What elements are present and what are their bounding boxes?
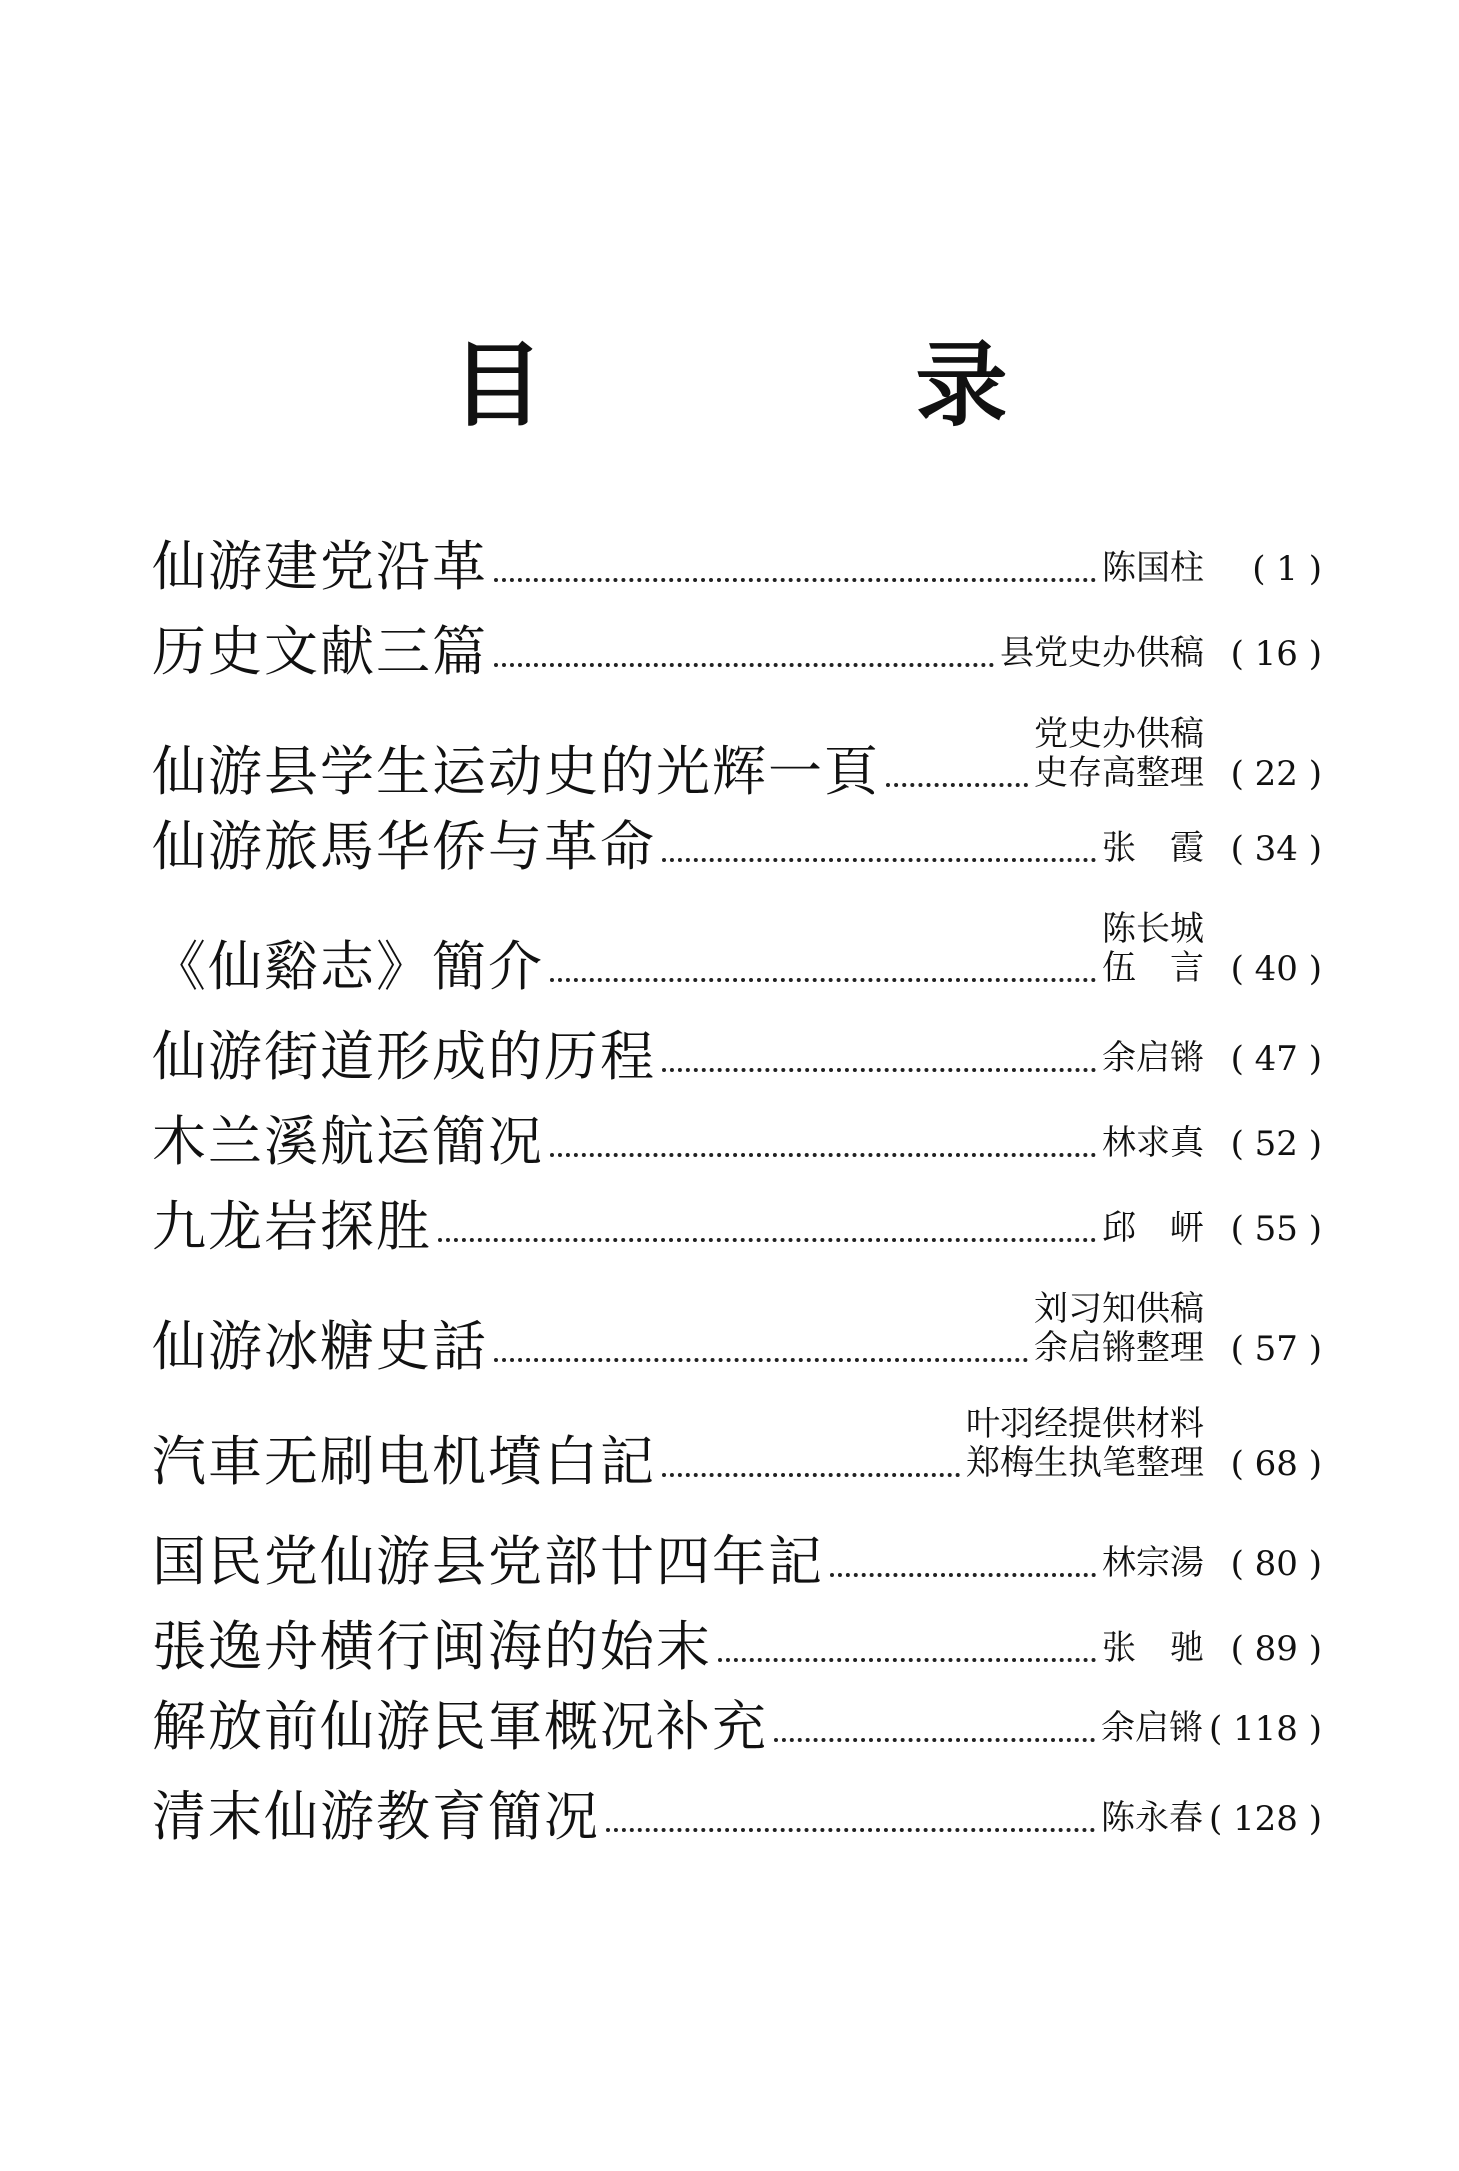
toc-entry-authors xyxy=(1102,1039,1204,1078)
toc-entry-author: 林宗湯 xyxy=(1102,1542,1204,1583)
dot-leader xyxy=(606,1828,1095,1832)
toc-entry-page: ( 55 ) xyxy=(1230,1209,1322,1249)
dot-leader xyxy=(550,978,1096,982)
toc-entry-author: 余启锵整理 xyxy=(1034,1328,1204,1369)
toc-entry xyxy=(152,1785,1322,1848)
toc-entry-authors xyxy=(966,1405,1204,1483)
toc-entry-authors xyxy=(1102,549,1204,588)
toc-entry-authors xyxy=(1101,1709,1203,1748)
toc-entry-page: ( 118 ) xyxy=(1208,1709,1322,1749)
toc-entry-title: 仙游县学生运动史的光辉一頁 xyxy=(152,740,880,804)
dot-leader xyxy=(494,578,1096,582)
toc-entry-authors xyxy=(1000,634,1204,673)
toc-entry-page: ( 16 ) xyxy=(1230,634,1322,674)
toc-entry-title: 仙游冰糖史話 xyxy=(152,1315,488,1379)
toc-entry xyxy=(152,815,1322,878)
toc-entry-page: ( 52 ) xyxy=(1230,1124,1322,1164)
toc-entry-author: 伍 言 xyxy=(1102,948,1204,989)
toc-entry-author: 张 霞 xyxy=(1102,827,1204,868)
toc-entry-author: 陈长城 xyxy=(1102,909,1204,949)
toc-entry-author: 邱 岍 xyxy=(1102,1207,1204,1248)
toc-entry-author: 刘习知供稿 xyxy=(1034,1289,1204,1329)
toc-entry-page: ( 34 ) xyxy=(1230,829,1322,869)
toc-entry xyxy=(152,1530,1322,1593)
toc-entry-author: 党史办供稿 xyxy=(1034,714,1204,754)
dot-leader xyxy=(662,1068,1096,1072)
toc-entry-page: ( 1 ) xyxy=(1252,549,1322,589)
dot-leader xyxy=(662,858,1096,862)
toc-entry-title: 汽車无刷电机墳白記 xyxy=(152,1430,656,1494)
toc-entry-page: ( 47 ) xyxy=(1230,1039,1322,1079)
toc-entry-author: 余启锵 xyxy=(1100,1707,1203,1748)
toc-entry-title: 木兰溪航运簡况 xyxy=(152,1110,544,1173)
toc-entry-author: 陈永春 xyxy=(1100,1797,1203,1838)
toc-entry-title: 張逸舟横行闽海的始末 xyxy=(152,1615,712,1678)
toc-entry-author: 史存高整理 xyxy=(1034,753,1204,794)
dot-leader xyxy=(774,1738,1095,1742)
toc-entry xyxy=(152,620,1322,683)
toc-entry xyxy=(152,714,1322,804)
toc-entry-authors xyxy=(1101,1799,1203,1838)
toc-entry-page: ( 80 ) xyxy=(1230,1544,1322,1584)
toc-entry-authors xyxy=(1102,1544,1204,1583)
toc-entry xyxy=(152,535,1322,598)
toc-entry-page: ( 22 ) xyxy=(1230,754,1322,795)
toc-entry-authors xyxy=(1034,1290,1204,1368)
toc-entry-title: 清末仙游教育簡况 xyxy=(152,1785,600,1848)
toc-entry-title: 国民党仙游县党部廿四年記 xyxy=(152,1530,824,1593)
toc-entry xyxy=(152,1695,1322,1758)
dot-leader xyxy=(494,1358,1028,1362)
toc-entry xyxy=(152,1289,1322,1379)
toc-entry-title: 仙游旅馬华侨与革命 xyxy=(152,815,656,878)
toc-entry xyxy=(152,1404,1322,1494)
toc-entry-authors xyxy=(1102,910,1204,988)
toc-entry xyxy=(152,1025,1322,1088)
toc-entry-title: 解放前仙游民軍概况补充 xyxy=(152,1695,768,1758)
dot-leader xyxy=(718,1658,1096,1662)
toc-entry-page: ( 128 ) xyxy=(1208,1799,1322,1839)
toc-entry-title: 仙游街道形成的历程 xyxy=(152,1025,656,1088)
toc-entry-author: 叶羽经提供材料 xyxy=(966,1404,1204,1444)
toc-entry-title: 历史文献三篇 xyxy=(152,620,488,683)
dot-leader xyxy=(438,1238,1096,1242)
toc-entry-author: 县党史办供稿 xyxy=(1000,632,1204,673)
dot-leader xyxy=(886,783,1028,787)
toc-entry xyxy=(152,1195,1322,1258)
toc-entry-authors xyxy=(1102,829,1204,868)
dot-leader xyxy=(494,663,994,667)
toc-entry-title: 九龙岩探胜 xyxy=(152,1195,432,1258)
toc-entry xyxy=(152,1110,1322,1173)
toc-entry-author: 余启锵 xyxy=(1102,1037,1204,1078)
toc-entry-title: 仙游建党沿革 xyxy=(152,535,488,598)
toc-entry-page: ( 57 ) xyxy=(1230,1329,1322,1370)
dot-leader xyxy=(550,1153,1096,1157)
dot-leader xyxy=(830,1573,1096,1577)
toc-entry-author: 张 驰 xyxy=(1102,1627,1204,1668)
toc-entry-author: 林求真 xyxy=(1102,1122,1204,1163)
toc-entry-page: ( 40 ) xyxy=(1230,949,1322,990)
toc-entry xyxy=(152,909,1322,999)
toc-entry-page: ( 68 ) xyxy=(1230,1444,1322,1485)
toc-entry-authors xyxy=(1102,1629,1204,1668)
page-title: 目 录 xyxy=(451,332,1178,439)
toc-entry-author: 陈国柱 xyxy=(1102,547,1204,588)
toc-entry-title: 《仙谿志》簡介 xyxy=(152,935,544,999)
toc-entry-author: 郑梅生执笔整理 xyxy=(966,1443,1204,1484)
toc-entry-page: ( 89 ) xyxy=(1230,1629,1322,1669)
toc-entry-authors xyxy=(1102,1124,1204,1163)
dot-leader xyxy=(662,1473,960,1477)
toc-entry xyxy=(152,1615,1322,1678)
toc-entry-authors xyxy=(1102,1209,1204,1248)
toc-entry-authors xyxy=(1034,715,1204,793)
